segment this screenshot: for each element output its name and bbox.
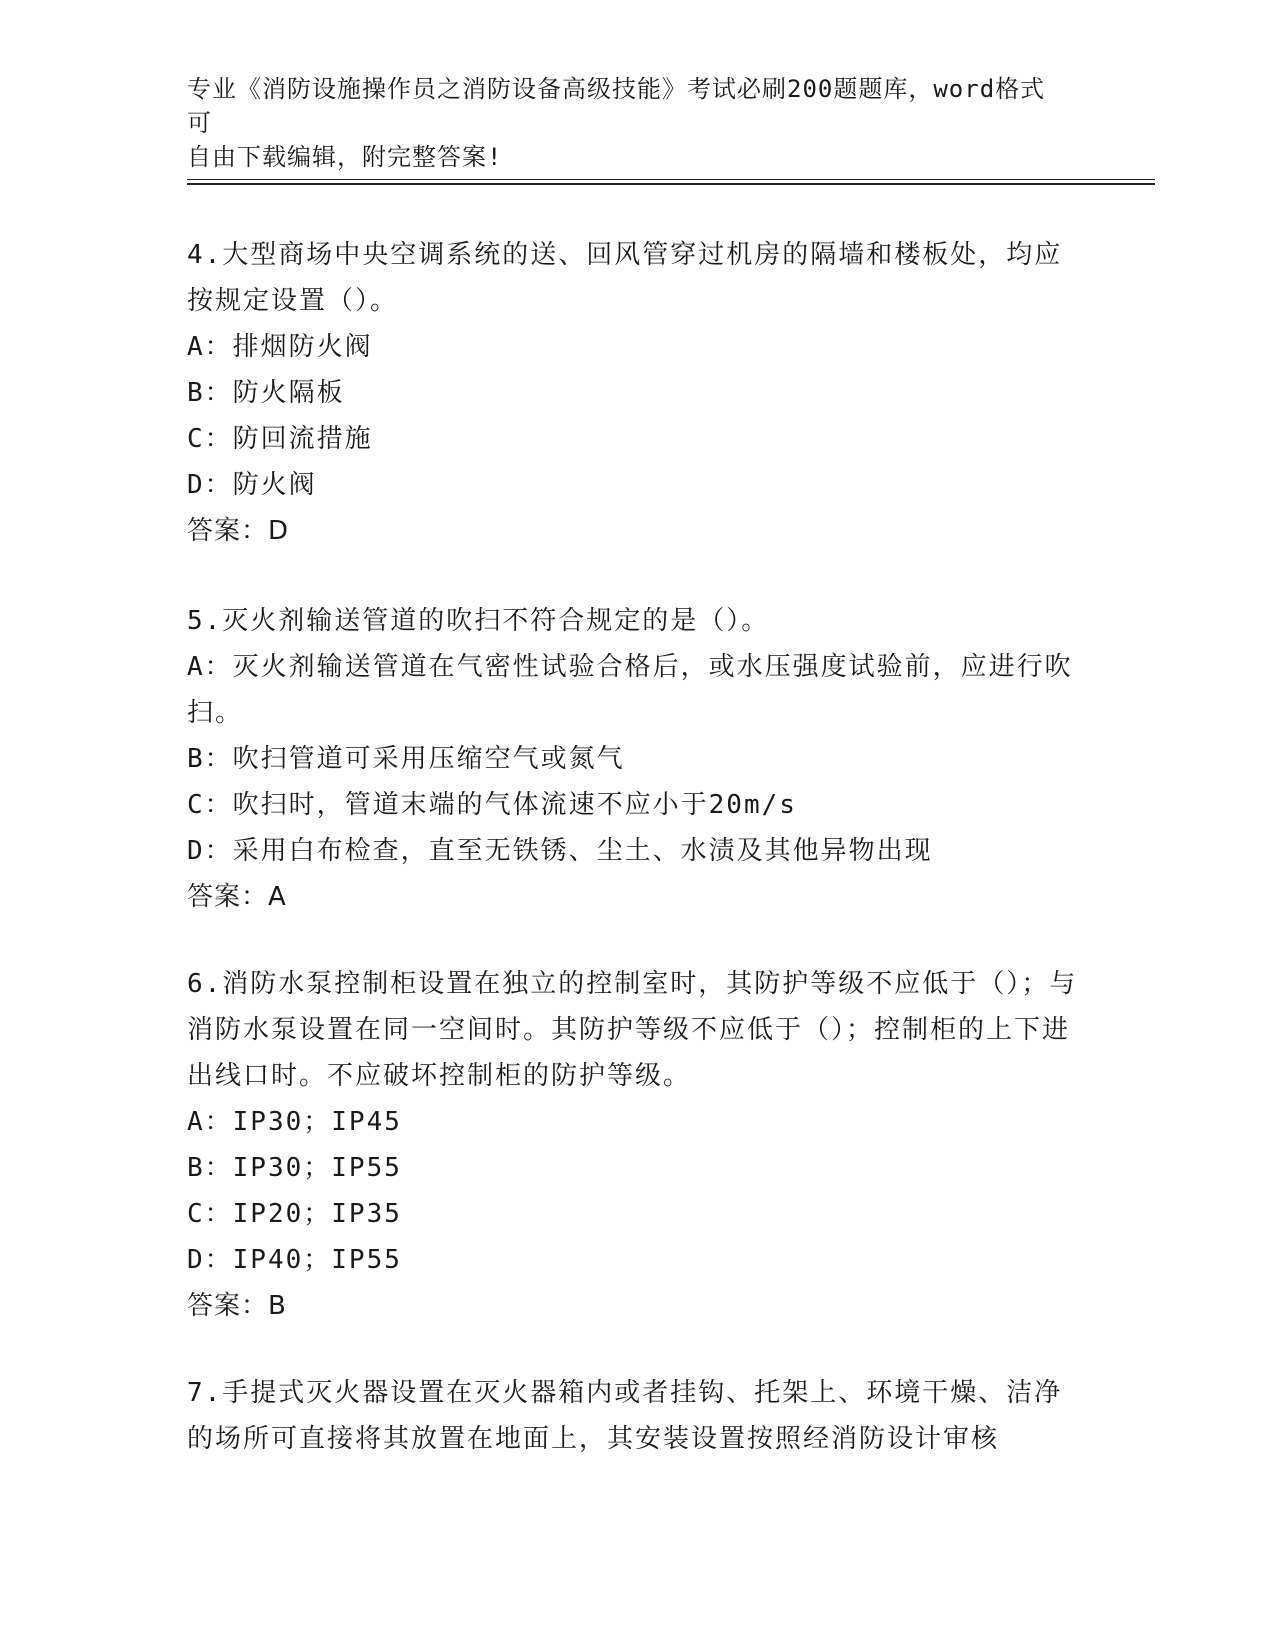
question-6 xyxy=(187,961,1087,1329)
answer-label: 答案：A xyxy=(187,882,287,912)
question-stem: 6.消防水泵控制柜设置在独立的控制室时，其防护等级不应低于（）；与消防水泵设置在同一空间时。其防护等级不应低于（）；控制柜的上下进出线口时。不应破坏控制柜的防护等级。 xyxy=(187,969,1078,1091)
option-c: C：吹扫时，管道末端的气体流速不应小于20m/s xyxy=(187,790,797,820)
header-divider-thin xyxy=(187,179,1155,180)
question-5 xyxy=(187,598,1087,920)
header-divider-thick xyxy=(187,183,1155,185)
answer-label: 答案：D xyxy=(187,516,290,546)
option-c: C：IP20；IP35 xyxy=(187,1199,402,1229)
question-stem: 5.灭火剂输送管道的吹扫不符合规定的是（）。 xyxy=(187,606,770,636)
option-b: B：吹扫管道可采用压缩空气或氮气 xyxy=(187,744,625,774)
answer-label: 答案：B xyxy=(187,1291,287,1321)
option-b: B：IP30；IP55 xyxy=(187,1153,402,1183)
header-line-1: 专业《消防设施操作员之消防设备高级技能》考试必刷200题题库，word格式可 xyxy=(187,75,1046,137)
option-a: A：IP30；IP45 xyxy=(187,1107,402,1137)
document-header xyxy=(187,72,1067,174)
option-d: D：采用白布检查，直至无铁锈、尘土、水渍及其他异物出现 xyxy=(187,836,933,866)
header-line-2: 自由下载编辑，附完整答案! xyxy=(187,143,503,171)
option-a: A：排烟防火阀 xyxy=(187,332,373,362)
question-stem: 7.手提式灭火器设置在灭火器箱内或者挂钩、托架上、环境干燥、洁净的场所可直接将其放置在地面上，其安装设置按照经消防设计审核 xyxy=(187,1378,1063,1454)
question-4 xyxy=(187,232,1087,554)
question-7 xyxy=(187,1370,1087,1462)
option-d: D：防火阀 xyxy=(187,470,317,500)
option-c: C：防回流措施 xyxy=(187,424,373,454)
option-a: A：灭火剂输送管道在气密性试验合格后，或水压强度试验前，应进行吹扫。 xyxy=(187,652,1073,728)
question-stem: 4.大型商场中央空调系统的送、回风管穿过机房的隔墙和楼板处，均应按规定设置（）。 xyxy=(187,240,1063,316)
option-d: D：IP40；IP55 xyxy=(187,1245,402,1275)
option-b: B：防火隔板 xyxy=(187,378,345,408)
